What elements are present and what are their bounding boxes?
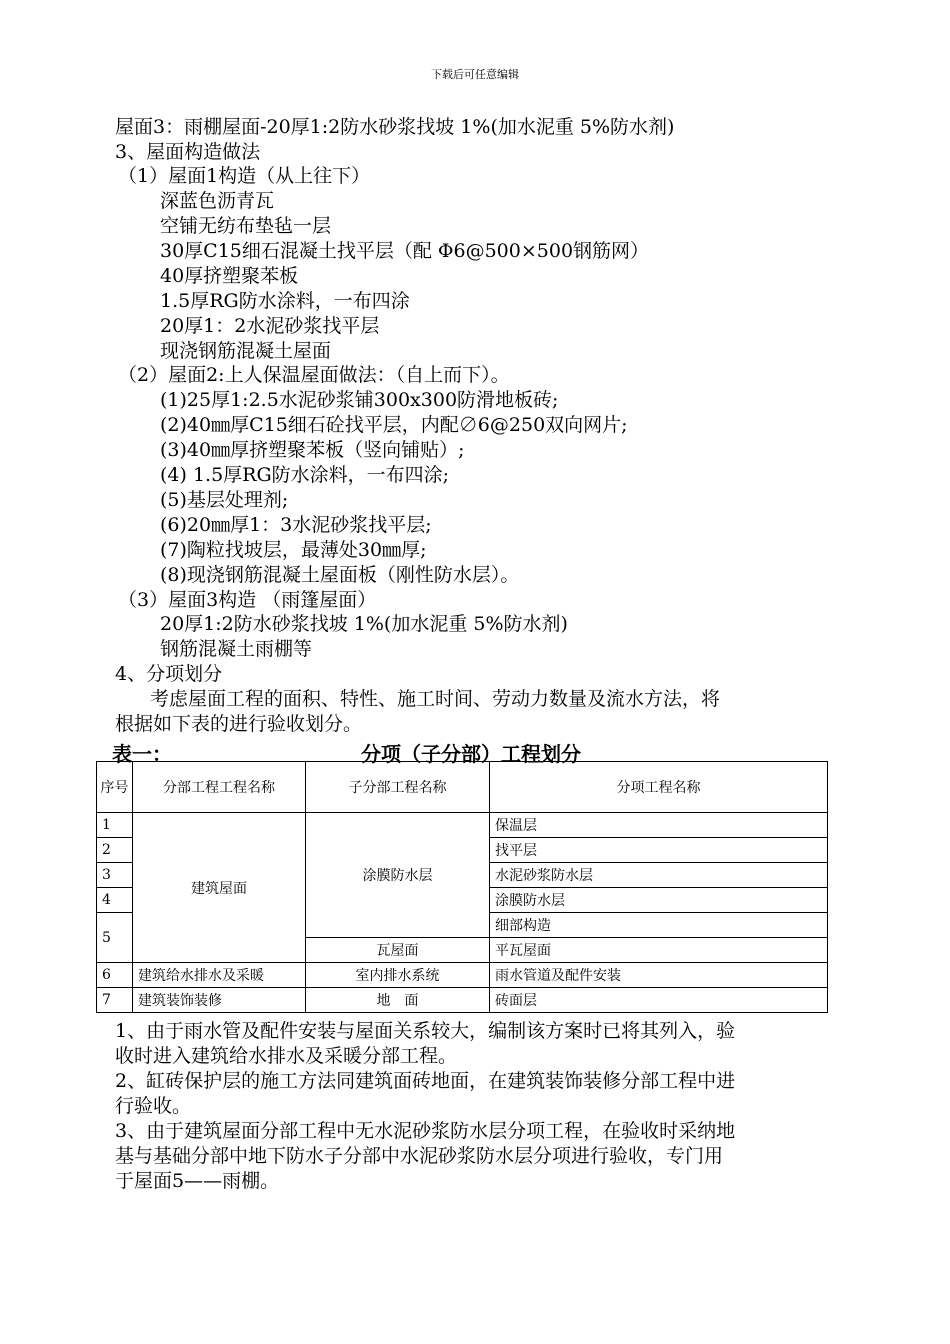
item-cell: 水泥砂浆防水层 bbox=[490, 863, 828, 888]
seq-cell: 1 bbox=[97, 813, 133, 838]
subdivision-cell: 瓦屋面 bbox=[306, 938, 490, 963]
seq-cell: 3 bbox=[97, 863, 133, 888]
item-cell: 平瓦屋面 bbox=[490, 938, 828, 963]
text-line: 1.5厚RG防水涂料，一布四涂 bbox=[160, 290, 410, 312]
note-line: 2、缸砖保护层的施工方法同建筑面砖地面，在建筑装饰装修分部工程中进 bbox=[115, 1070, 736, 1092]
header-subdivision: 子分部工程名称 bbox=[306, 762, 490, 813]
text-line: (7)陶粒找坡层，最薄处30㎜厚; bbox=[160, 539, 427, 561]
seq-cell: 7 bbox=[97, 988, 133, 1013]
paragraph-line: 考虑屋面工程的面积、特性、施工时间、劳动力数量及流水方法，将 bbox=[150, 688, 721, 710]
note-line: 3、由于建筑屋面分部工程中无水泥砂浆防水层分项工程，在验收时采纳地 bbox=[115, 1120, 736, 1142]
item-cell: 砖面层 bbox=[490, 988, 828, 1013]
header-division: 分部工程工程名称 bbox=[133, 762, 306, 813]
division-cell: 建筑给水排水及采暖 bbox=[133, 963, 306, 988]
text-line: (5)基层处理剂; bbox=[160, 489, 289, 511]
item-cell: 雨水管道及配件安装 bbox=[490, 963, 828, 988]
text-line: 30厚C15细石混凝土找平层（配 Φ6@500×500钢筋网） bbox=[160, 240, 650, 262]
note-line: 行验收。 bbox=[115, 1095, 192, 1117]
section-heading: 4、分项划分 bbox=[115, 663, 223, 685]
subdivision-cell: 室内排水系统 bbox=[306, 963, 490, 988]
division-cell: 建筑屋面 bbox=[133, 813, 306, 963]
subdivision-cell: 地 面 bbox=[306, 988, 490, 1013]
subsection-heading: （3）屋面3构造 （雨篷屋面） bbox=[118, 589, 377, 611]
header-seq: 序号 bbox=[97, 762, 133, 813]
paragraph-line: 根据如下表的进行验收划分。 bbox=[115, 713, 363, 735]
text-line: 40厚挤塑聚苯板 bbox=[160, 265, 299, 287]
text-line: 深蓝色沥青瓦 bbox=[160, 190, 275, 212]
division-cell: 建筑装饰装修 bbox=[133, 988, 306, 1013]
text-line: 20厚1:2防水砂浆找坡 1%(加水泥重 5%防水剂) bbox=[160, 613, 568, 635]
text-line: (6)20㎜厚1：3水泥砂浆找平层; bbox=[160, 514, 432, 536]
text-line: (3)40㎜厚挤塑聚苯板（竖向铺贴）; bbox=[160, 439, 465, 461]
seq-cell: 4 bbox=[97, 888, 133, 913]
division-table bbox=[96, 761, 828, 1013]
item-cell: 找平层 bbox=[490, 838, 828, 863]
table-row bbox=[97, 813, 828, 838]
seq-cell: 6 bbox=[97, 963, 133, 988]
page-header: 下载后可任意编辑 bbox=[431, 68, 519, 81]
text-line: (1)25厚1:2.5水泥砂浆铺300x300防滑地板砖; bbox=[160, 389, 559, 411]
subsection-heading: （1）屋面1构造（从上往下） bbox=[118, 165, 371, 187]
note-line: 于屋面5——雨棚。 bbox=[115, 1170, 280, 1192]
text-line: (4) 1.5厚RG防水涂料，一布四涂; bbox=[160, 464, 450, 486]
note-line: 基与基础分部中地下防水子分部中水泥砂浆防水层分项进行验收，专门用 bbox=[115, 1145, 724, 1167]
item-cell: 涂膜防水层 bbox=[490, 888, 828, 913]
text-line: 20厚1：2水泥砂浆找平层 bbox=[160, 315, 380, 337]
subsection-heading: （2）屋面2:上人保温屋面做法：（自上而下）。 bbox=[118, 364, 510, 386]
text-line: 钢筋混凝土雨棚等 bbox=[160, 638, 313, 660]
table-row bbox=[97, 963, 828, 988]
note-line: 收时进入建筑给水排水及采暖分部工程。 bbox=[115, 1045, 458, 1067]
text-line: 屋面3：雨棚屋面-20厚1:2防水砂浆找坡 1%(加水泥重 5%防水剂) bbox=[115, 116, 675, 138]
text-line: (8)现浇钢筋混凝土屋面板（刚性防水层）。 bbox=[160, 564, 520, 586]
text-line: 现浇钢筋混凝土屋面 bbox=[160, 340, 332, 362]
header-item: 分项工程名称 bbox=[490, 762, 828, 813]
subdivision-cell: 涂膜防水层 bbox=[306, 813, 490, 938]
item-cell: 细部构造 bbox=[490, 913, 828, 938]
seq-cell: 5 bbox=[97, 913, 133, 963]
table-header-row bbox=[97, 762, 828, 813]
table-row bbox=[97, 988, 828, 1013]
text-line: (2)40㎜厚C15细石砼找平层，内配∅6@250双向网片; bbox=[160, 414, 628, 436]
section-heading: 3、屋面构造做法 bbox=[115, 141, 261, 163]
note-line: 1、由于雨水管及配件安装与屋面关系较大，编制该方案时已将其列入，验 bbox=[115, 1020, 736, 1042]
item-cell: 保温层 bbox=[490, 813, 828, 838]
text-line: 空铺无纺布垫毡一层 bbox=[160, 215, 332, 237]
seq-cell: 2 bbox=[97, 838, 133, 863]
table-caption-label: 表一： bbox=[112, 742, 172, 766]
table-caption-title: 分项（子分部）工程划分 bbox=[361, 742, 581, 766]
